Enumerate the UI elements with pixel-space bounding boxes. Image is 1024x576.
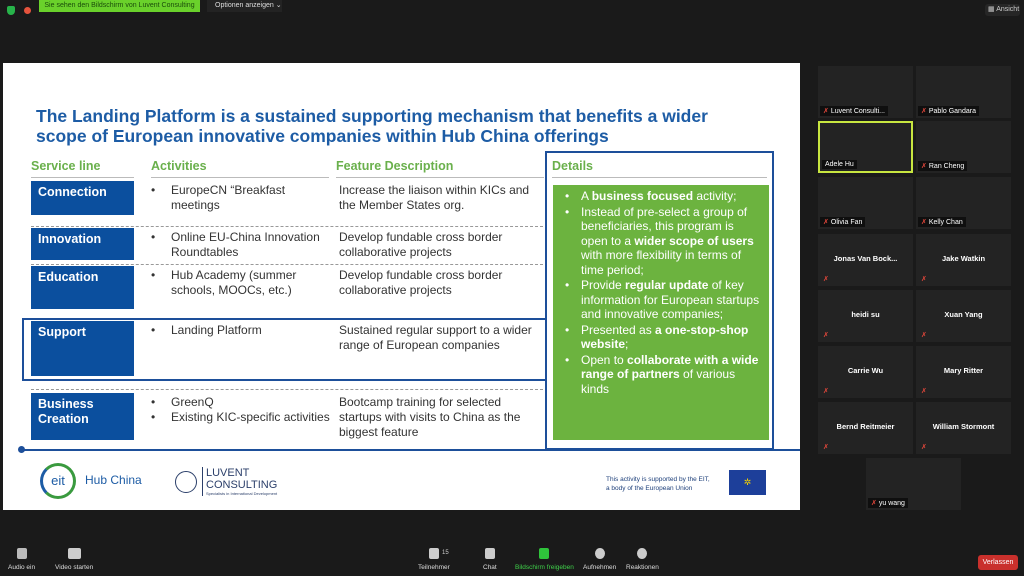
muted-mic-icon: ✗ bbox=[921, 332, 927, 339]
record-icon bbox=[595, 548, 605, 559]
slide-title: The Landing Platform is a sustained supporting mechanism that benefits a wider scope of European innovative companies within Hub China offerings bbox=[36, 106, 708, 146]
reactions-icon bbox=[637, 548, 647, 559]
details-item: • Open to collaborate with a wide range of partners of various kinds bbox=[561, 353, 763, 397]
view-button[interactable]: ▦ Ansicht bbox=[985, 4, 1020, 16]
service-line-education: Education bbox=[31, 266, 134, 309]
feature-description: Develop fundable cross border collaborative projects bbox=[339, 268, 503, 297]
muted-mic-icon: ✗ bbox=[823, 108, 829, 115]
shared-slide bbox=[3, 63, 800, 510]
hub-china-logo-text: Hub China bbox=[85, 473, 142, 487]
video-button[interactable]: Video starten bbox=[55, 548, 93, 571]
feature-description: Sustained regular support to a wider range of European companies bbox=[339, 323, 532, 352]
participant-tile[interactable]: William Stormont ✗ bbox=[916, 402, 1011, 454]
luvent-logo-icon bbox=[175, 471, 197, 493]
reactions-button[interactable]: Reaktionen bbox=[626, 548, 659, 571]
view-options-button[interactable]: Optionen anzeigen ⌄ bbox=[207, 0, 282, 12]
activity-item: • GreenQ bbox=[151, 395, 214, 409]
details-item: • Provide regular update of key information for European startups and innovative companies; bbox=[561, 278, 763, 322]
feature-description: Bootcamp training for selected startups with visits to China as the biggest feature bbox=[339, 395, 521, 439]
feature-description: Increase the liaison within KICs and the Member States org. bbox=[339, 183, 530, 212]
muted-mic-icon: ✗ bbox=[823, 444, 829, 451]
participant-tile[interactable]: Mary Ritter ✗ bbox=[916, 346, 1011, 398]
activity-item: • Landing Platform bbox=[151, 323, 262, 337]
activity-item: • Existing KIC-specific activities bbox=[151, 410, 330, 424]
audio-button[interactable]: Audio ein bbox=[8, 548, 35, 571]
muted-mic-icon: ✗ bbox=[823, 276, 829, 283]
details-item: • Instead of pre-select a group of beneficiaries, this program is open to a wider scope of users with more flexibility in terms of time period; bbox=[561, 205, 763, 278]
muted-mic-icon: ✗ bbox=[823, 219, 829, 226]
service-line-connection: Connection bbox=[31, 181, 134, 215]
grid-icon: ▦ bbox=[988, 6, 997, 13]
participants-count: 15 bbox=[442, 550, 449, 556]
divider bbox=[336, 177, 544, 178]
participant-tile[interactable]: Adele Hu bbox=[818, 121, 913, 173]
service-line-business-creation: Business Creation bbox=[31, 393, 134, 440]
header-activities: Activities bbox=[151, 159, 207, 173]
meeting-toolbar bbox=[0, 540, 1024, 576]
record-button[interactable]: Aufnehmen bbox=[583, 548, 616, 571]
mic-muted-icon bbox=[17, 548, 27, 559]
feature-description: Develop fundable cross border collaborative projects bbox=[339, 230, 503, 259]
share-screen-button[interactable]: Bildschirm freigeben bbox=[515, 548, 574, 571]
header-details: Details bbox=[552, 159, 593, 173]
support-highlight-frame bbox=[22, 318, 546, 381]
participants-button[interactable]: Teilnehmer bbox=[418, 548, 450, 571]
service-line-support: Support bbox=[31, 321, 134, 376]
details-item: • Presented as a one-stop-shop website; bbox=[561, 323, 763, 352]
divider bbox=[31, 177, 134, 178]
participant-tile[interactable]: ✗ Kelly Chan bbox=[916, 177, 1011, 229]
participant-tile[interactable]: heidi su ✗ bbox=[818, 290, 913, 342]
participants-icon bbox=[429, 548, 439, 559]
participant-tile[interactable]: Jonas Van Bock... ✗ bbox=[818, 234, 913, 286]
leave-button[interactable]: Verlassen bbox=[978, 555, 1018, 570]
details-list bbox=[553, 185, 769, 440]
participant-tile[interactable]: ✗ Pablo Gandara bbox=[916, 66, 1011, 118]
muted-mic-icon: ✗ bbox=[921, 276, 927, 283]
eu-support-note: This activity is supported by the EIT, a body of the European Union bbox=[606, 476, 710, 492]
luvent-logo: LUVENT CONSULTING Specialists in International Development bbox=[202, 467, 277, 496]
row-divider bbox=[31, 389, 543, 390]
participant-tile[interactable]: ✗ yu wang bbox=[866, 458, 961, 510]
share-banner: Sie sehen den Bildschirm von Luvent Consulting bbox=[39, 0, 200, 12]
recording-icon bbox=[24, 7, 31, 14]
header-service-line: Service line bbox=[31, 159, 101, 173]
divider bbox=[22, 449, 800, 451]
muted-mic-icon: ✗ bbox=[921, 108, 927, 115]
divider bbox=[552, 177, 767, 178]
eit-logo: eit bbox=[40, 463, 76, 499]
muted-mic-icon: ✗ bbox=[921, 444, 927, 451]
service-line-innovation: Innovation bbox=[31, 228, 134, 260]
activity-item: • Online EU-China Innovation Roundtables bbox=[151, 230, 320, 259]
participant-tile[interactable]: ✗ Ran Cheng bbox=[916, 121, 1011, 173]
participant-tile[interactable]: ✗ Luvent Consulti... bbox=[818, 66, 913, 118]
header-feature-description: Feature Description bbox=[336, 159, 454, 173]
muted-mic-icon: ✗ bbox=[823, 388, 829, 395]
eu-flag-icon: ✲ bbox=[729, 470, 766, 495]
participant-tile[interactable]: Carrie Wu ✗ bbox=[818, 346, 913, 398]
muted-mic-icon: ✗ bbox=[921, 219, 927, 226]
participant-tile[interactable]: Xuan Yang ✗ bbox=[916, 290, 1011, 342]
muted-mic-icon: ✗ bbox=[823, 332, 829, 339]
divider bbox=[151, 177, 329, 178]
row-divider bbox=[31, 226, 543, 227]
video-off-icon bbox=[68, 548, 81, 559]
activity-item: • EuropeCN “Breakfast meetings bbox=[151, 183, 286, 212]
activity-item: • Hub Academy (summer schools, MOOCs, etc.) bbox=[151, 268, 297, 297]
chat-button[interactable]: Chat bbox=[483, 548, 497, 571]
divider-dot bbox=[18, 446, 25, 453]
muted-mic-icon: ✗ bbox=[921, 163, 927, 170]
chat-icon bbox=[485, 548, 495, 559]
muted-mic-icon: ✗ bbox=[921, 388, 927, 395]
details-item: • A business focused activity; bbox=[561, 189, 763, 204]
participant-tile[interactable]: ✗ Olivia Fan bbox=[818, 177, 913, 229]
security-shield-icon[interactable] bbox=[7, 6, 15, 15]
row-divider bbox=[31, 264, 543, 265]
share-screen-icon bbox=[539, 548, 549, 559]
participant-tile[interactable]: Bernd Reitmeier ✗ bbox=[818, 402, 913, 454]
muted-mic-icon: ✗ bbox=[871, 500, 877, 507]
participant-tile[interactable]: Jake Watkin ✗ bbox=[916, 234, 1011, 286]
